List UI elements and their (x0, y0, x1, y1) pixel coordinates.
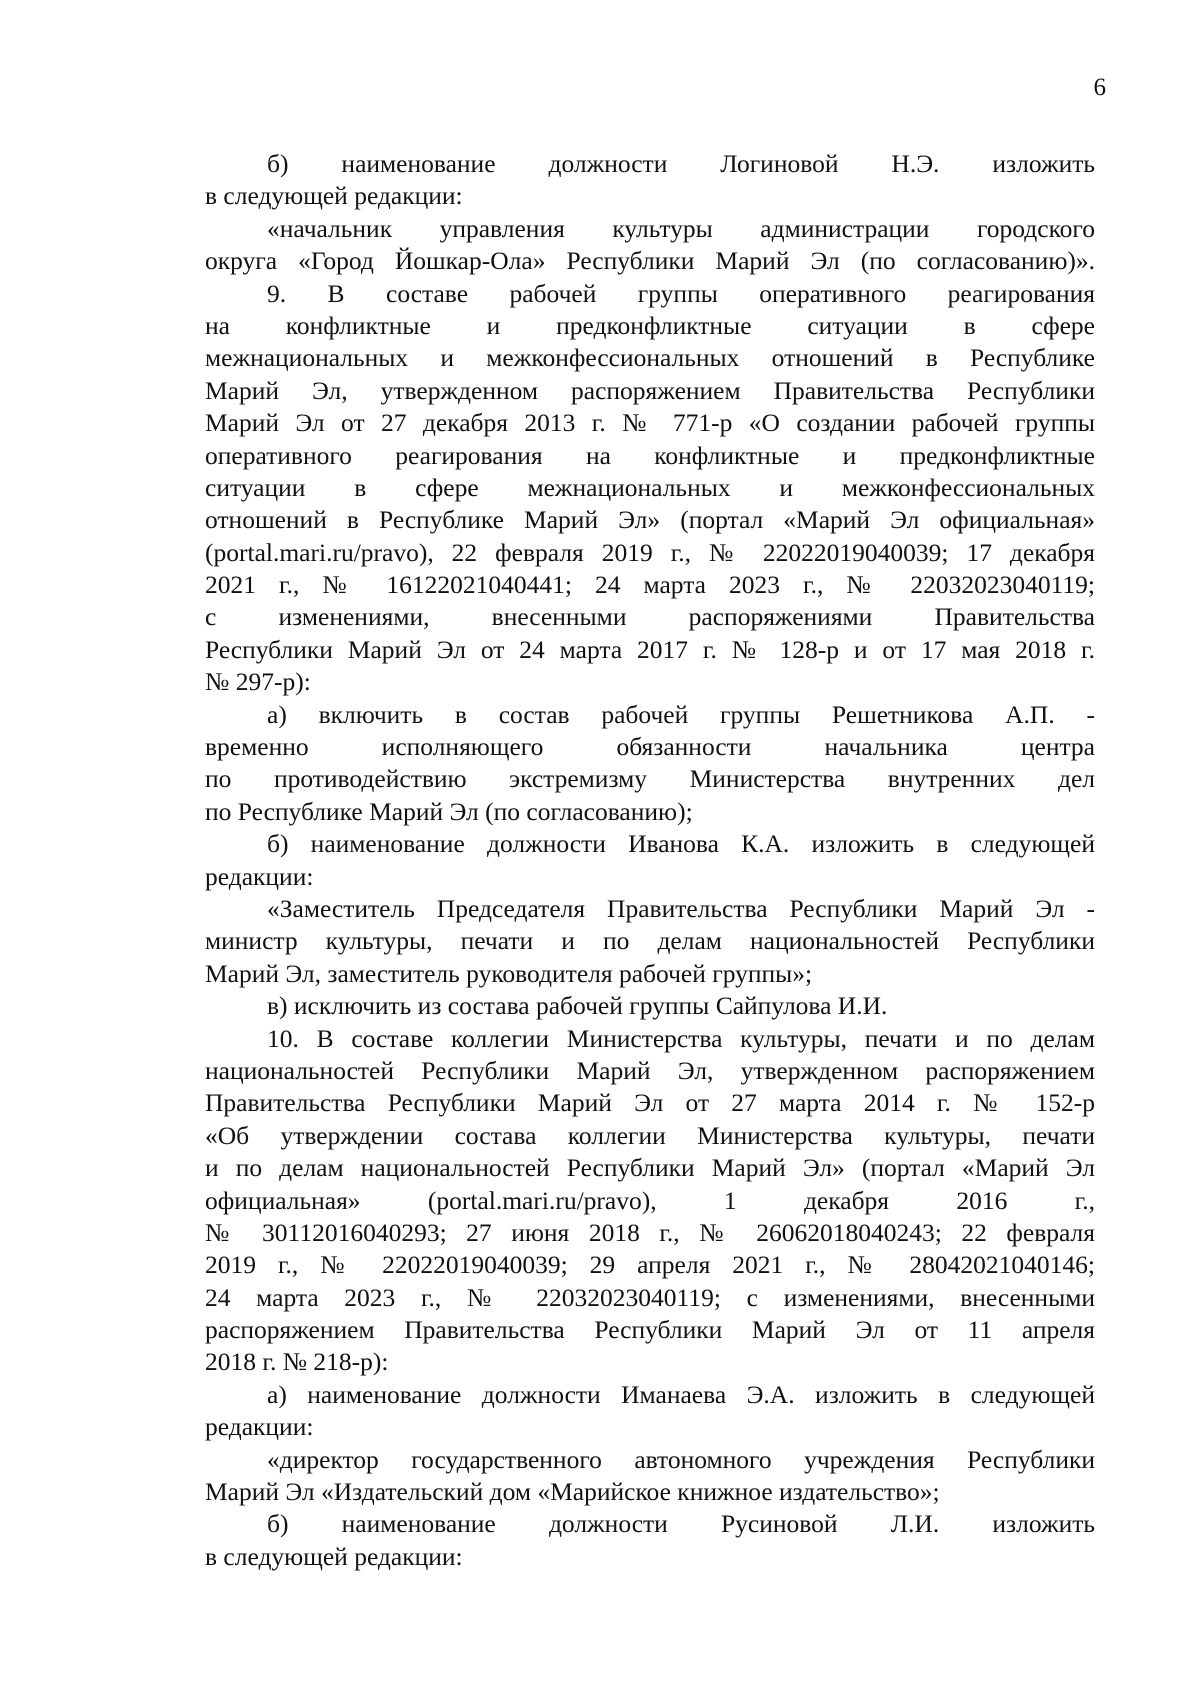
text-line: в следующей редакции: (205, 1541, 463, 1571)
text-line: в) исключить из состава рабочей группы Сайпулова И.И. (267, 991, 888, 1021)
text-line: по противодействию экстремизму Министерства внутренних дел (205, 764, 1095, 794)
text-line: а) наименование должности Иманаева Э.А. изложить в следующей (267, 1379, 1095, 1409)
text-line: и по делам национальностей Республики Марий Эл» (портал «Марий Эл (205, 1153, 1095, 1183)
text-line: отношений в Республике Марий Эл» (портал «Марий Эл официальная» (205, 505, 1095, 535)
text-line: редакции: (205, 1412, 314, 1442)
text-line: министр культуры, печати и по делам национальностей Республики (205, 926, 1095, 956)
text-line: межнациональных и межконфессиональных отношений в Республике (205, 343, 1095, 373)
text-line: национальностей Республики Марий Эл, утвержденном распоряжением (205, 1055, 1095, 1085)
text-line: 2021 г., № 16122021040441; 24 марта 2023 г., № 22032023040119; (205, 570, 1095, 600)
text-line: 2019 г., № 22022019040039; 29 апреля 2021 г., № 28042021040146; (205, 1250, 1095, 1280)
text-line: № 30112016040293; 27 июня 2018 г., № 26062018040243; 22 февраля (205, 1217, 1095, 1247)
text-line: Марий Эл «Издательский дом «Марийское книжное издательство»; (205, 1477, 940, 1507)
text-line: оперативного реагирования на конфликтные и предконфликтные (205, 440, 1095, 470)
text-line: б) наименование должности Иванова К.А. изложить в следующей (267, 829, 1095, 859)
text-line: по Республике Марий Эл (по согласованию); (205, 796, 693, 826)
text-line: редакции: (205, 861, 314, 891)
text-line: 9. В составе рабочей группы оперативного реагирования (267, 278, 1095, 308)
text-line: «начальник управления культуры администрации городского (267, 213, 1095, 243)
page-number: 6 (1093, 74, 1106, 101)
text-line: Республики Марий Эл от 24 марта 2017 г. № 128-р и от 17 мая 2018 г. (205, 634, 1095, 664)
text-line: распоряжением Правительства Республики Марий Эл от 11 апреля (205, 1315, 1095, 1345)
text-line: официальная» (portal.mari.ru/pravo), 1 декабря 2016 г., (205, 1185, 1095, 1215)
text-line: а) включить в состав рабочей группы Решетникова А.П. - (267, 699, 1095, 729)
text-line: Правительства Республики Марий Эл от 27 марта 2014 г. № 152-р (205, 1088, 1095, 1118)
text-line: Марий Эл от 27 декабря 2013 г. № 771-р «О создании рабочей группы (205, 408, 1095, 438)
text-line: 10. В составе коллегии Министерства культуры, печати и по делам (267, 1023, 1095, 1053)
text-line: временно исполняющего обязанности начальника центра (205, 732, 1095, 762)
text-line: б) наименование должности Логиновой Н.Э. изложить (267, 149, 1095, 178)
text-line: б) наименование должности Русиновой Л.И. изложить (267, 1509, 1095, 1539)
text-line: округа «Город Йошкар-Ола» Республики Марий Эл (по согласованию)». (205, 246, 1095, 276)
text-line: в следующей редакции: (205, 181, 463, 211)
text-line: на конфликтные и предконфликтные ситуации в сфере (205, 310, 1095, 340)
text-line: «директор государственного автономного учреждения Республики (267, 1444, 1095, 1474)
text-line: с изменениями, внесенными распоряжениями Правительства (205, 602, 1095, 632)
text-line: (portal.mari.ru/pravo), 22 февраля 2019 г., № 22022019040039; 17 декабря (205, 537, 1095, 567)
text-line: 24 марта 2023 г., № 22032023040119; с изменениями, внесенными (205, 1282, 1095, 1312)
document-body (205, 148, 1095, 1573)
text-line: «Об утверждении состава коллегии Министерства культуры, печати (205, 1120, 1095, 1150)
text-line: Марий Эл, утвержденном распоряжением Правительства Республики (205, 375, 1095, 405)
text-line: Марий Эл, заместитель руководителя рабочей группы»; (205, 958, 813, 988)
text-line: № 297-р): (205, 667, 311, 697)
text-line: «Заместитель Председателя Правительства Республики Марий Эл - (267, 893, 1095, 923)
text-line: 2018 г. № 218-р): (205, 1347, 389, 1377)
text-line: ситуации в сфере межнациональных и межконфессиональных (205, 472, 1095, 502)
